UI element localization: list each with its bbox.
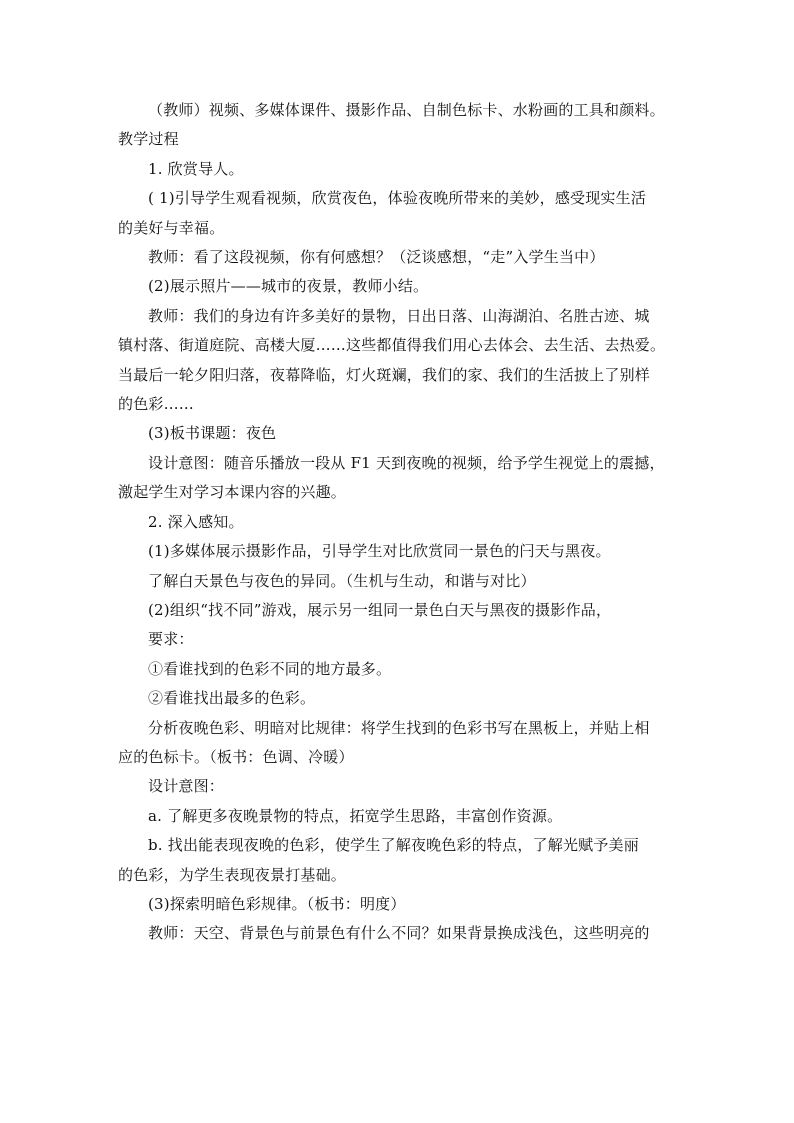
- paragraph-line: 镇村落、街道庭院、高楼大厦……这些都值得我们用心去体会、去生活、去热爱。: [118, 336, 666, 355]
- paragraph-line: 应的色标卡。（板书：色调、冷暖）: [118, 747, 354, 766]
- paragraph-line: (3)探索明暗色彩规律。（板书：明度）: [148, 894, 406, 913]
- paragraph-line: 的美好与幸福。: [118, 218, 225, 237]
- paragraph-line: 教师：看了这段视频，你有何感想？（泛谈感想，“走”入学生当中）: [148, 248, 605, 267]
- paragraph-line: 的色彩……: [118, 395, 195, 414]
- paragraph-line: (1)多媒体展示摄影作品，引导学生对比欣赏同一景色的闩天与黑夜。: [148, 542, 611, 561]
- paragraph-line: (2)展示照片——城市的夜景，教师小结。: [148, 277, 429, 296]
- paragraph-line: 了解白天景色与夜色的异同。（生机与生动，和谐与对比）: [148, 571, 536, 590]
- paragraph-line: 教师：天空、背景色与前景色有什么不同？如果背景换成浅色，这些明亮的: [148, 924, 650, 943]
- paragraph-line: ( 1)引导学生观看视频，欣赏夜色，体验夜晚所带来的美妙，感受现实生活: [148, 189, 647, 208]
- paragraph-line: 的色彩，为学生表现夜景打基础。: [118, 865, 347, 884]
- paragraph-line: (3)板书课题：夜色: [148, 424, 277, 443]
- paragraph-line: 1. 欣赏导人。: [148, 159, 244, 178]
- paragraph-line: 2. 深入感知。: [148, 512, 244, 531]
- document-body: [118, 96, 678, 949]
- paragraph-line: a. 了解更多夜晚景物的特点，拓宽学生思路，丰富创作资源。: [148, 806, 563, 825]
- paragraph-line: (2)组织“找不同”游戏，展示另一组同一景色白天与黑夜的摄影作品，: [148, 600, 612, 619]
- paragraph-line: （教师）视频、多媒体课件、摄影作品、自制色标卡、水粉画的工具和颜料。: [148, 101, 665, 119]
- paragraph-line: 分析夜晚色彩、明暗对比规律：将学生找到的色彩书写在黑板上，并贴上相: [148, 718, 650, 737]
- section-heading: 教学过程: [118, 130, 179, 149]
- paragraph-line: 激起学生对学习本课内容的兴趣。: [118, 483, 347, 502]
- paragraph-line: b. 找出能表现夜晚的色彩，使学生了解夜晚色彩的特点，了解光赋予美丽: [148, 836, 639, 855]
- paragraph-line: 设计意图：随音乐播放一段从 F1 天到夜晚的视频，给予学生视觉上的震撼，: [148, 453, 665, 472]
- paragraph-line: 要求：: [148, 630, 194, 649]
- paragraph-line: 当最后一轮夕阳归落，夜幕降临，灯火斑斓，我们的家、我们的生活披上了别样: [118, 365, 651, 384]
- paragraph-line: 教师：我们的身边有许多美好的景物，日出日落、山海湖泊、名胜古迹、城: [148, 306, 650, 325]
- paragraph-line: ①看谁找到的色彩不同的地方最多。: [148, 659, 392, 678]
- paragraph-line: ②看谁找出最多的色彩。: [148, 689, 316, 708]
- paragraph-line: 设计意图：: [148, 777, 225, 796]
